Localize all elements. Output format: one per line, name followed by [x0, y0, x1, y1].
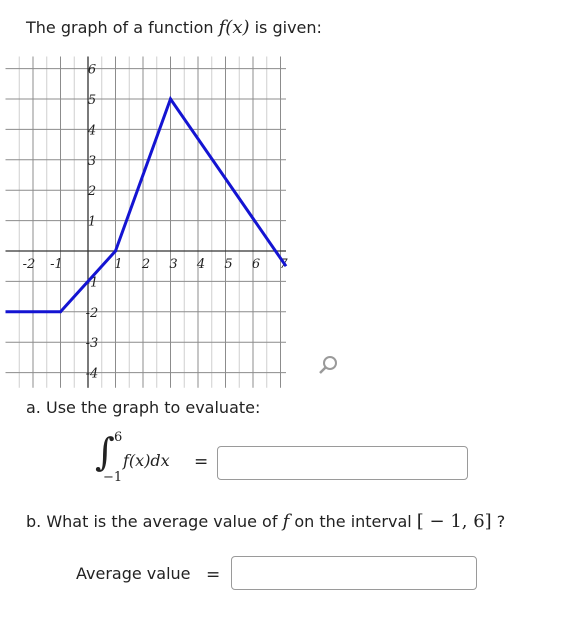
graph-vertex — [114, 250, 117, 253]
x-tick-label: 2 — [141, 257, 151, 272]
integral-upper-limit: 6 — [114, 430, 123, 445]
average-value-input[interactable] — [231, 556, 477, 590]
part-b-middle: on the interval — [294, 512, 412, 531]
part-b-function: f — [282, 511, 290, 532]
average-value-label: Average value — [76, 564, 191, 583]
y-tick-label: -4 — [85, 366, 99, 382]
y-tick-label: 1 — [87, 214, 97, 230]
x-tick-label: 6 — [251, 257, 261, 272]
integrand: f(x)dx — [123, 451, 170, 470]
graph-vertex — [59, 310, 62, 313]
x-tick-label: 3 — [169, 257, 178, 272]
integral-lower-limit: −1 — [103, 470, 123, 485]
y-tick-label: -1 — [85, 275, 99, 291]
part-b-interval: [ − 1, 6] — [416, 511, 492, 532]
graph-tick-labels — [23, 63, 289, 382]
function-line — [6, 99, 287, 312]
x-tick-label: 1 — [114, 257, 123, 272]
x-tick-label: 7 — [279, 257, 288, 272]
y-tick-label: 5 — [87, 93, 97, 108]
intro-function: f(x) — [218, 17, 250, 38]
x-tick-label: -2 — [22, 257, 36, 272]
integral-sign: ∫ — [95, 430, 115, 474]
y-tick-label: 4 — [87, 123, 97, 139]
x-tick-label: 5 — [224, 257, 233, 272]
y-tick-label: -2 — [85, 305, 99, 321]
y-tick-label: 2 — [87, 184, 97, 200]
x-tick-label: -1 — [50, 257, 63, 272]
part-b-equals: = — [206, 565, 221, 585]
part-a-equals: = — [194, 452, 209, 472]
graph-vertex — [169, 98, 172, 101]
x-tick-label: 4 — [196, 257, 206, 272]
part-b-suffix: ? — [496, 512, 506, 531]
y-tick-label: -3 — [85, 336, 99, 352]
y-tick-label: 6 — [87, 62, 97, 78]
part-a-text: a. Use the graph to evaluate: — [26, 398, 261, 417]
magnify-icon[interactable] — [320, 357, 336, 373]
part-b-text — [26, 511, 505, 532]
part-b-prefix: b. What is the average value of — [26, 512, 278, 531]
y-tick-label: 3 — [87, 153, 97, 169]
integral-answer-input[interactable] — [217, 446, 468, 480]
intro-suffix: is given: — [254, 18, 322, 37]
graph-grid — [6, 56, 287, 387]
intro-prefix: The graph of a function — [26, 18, 214, 37]
